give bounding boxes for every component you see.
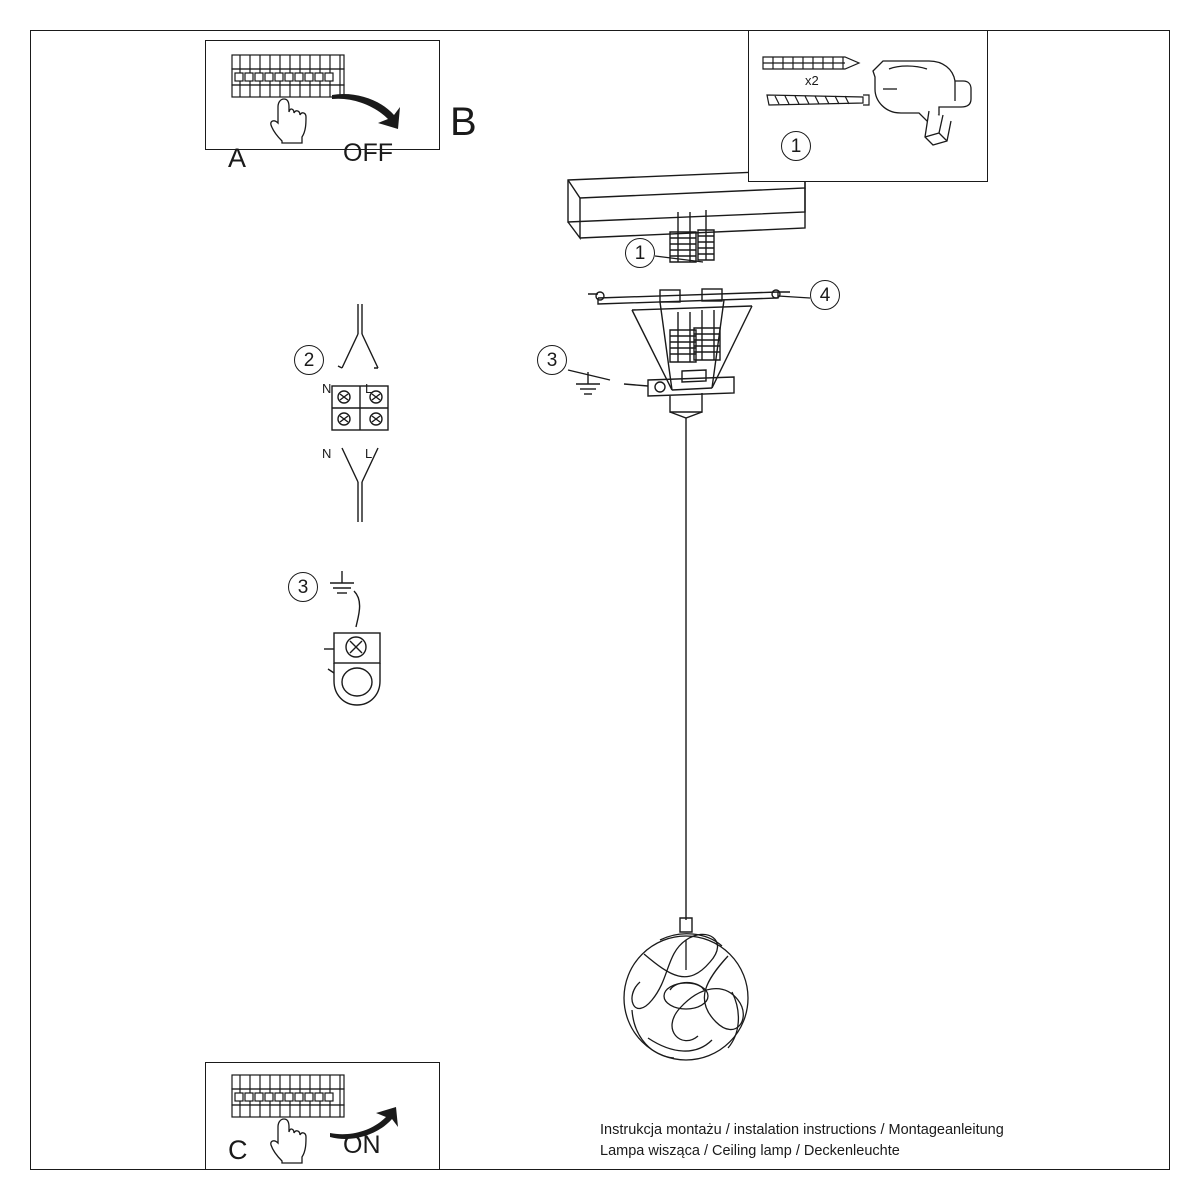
hand-pointing-icon-on: [268, 1117, 314, 1165]
callout-detail-2: 2: [294, 345, 324, 375]
panel-a-letter: A: [228, 143, 247, 173]
callout-assembly-1: 1: [625, 238, 655, 268]
cable-connector: [680, 918, 692, 932]
panel-c-state-label: ON: [343, 1131, 381, 1159]
canopy-screws: [670, 310, 720, 362]
hand-pointing-icon-off: [268, 97, 314, 145]
callout-tools-1: 1: [781, 131, 811, 161]
terminal-label-n-top: N: [322, 381, 332, 396]
callout-assembly-4: 4: [810, 280, 840, 310]
panel-a-state-label: OFF: [343, 139, 393, 167]
caption-line-2: Lampa wisząca / Ceiling lamp / Deckenleuchte: [600, 1143, 900, 1159]
leader-line-1: [655, 248, 715, 272]
callout-detail-3: 3: [288, 572, 318, 602]
terminal-label-n-bottom: N: [322, 446, 332, 461]
curved-arrow-icon-off: [328, 89, 404, 137]
callout-assembly-3: 3: [537, 345, 567, 375]
wall-plug-icon: [759, 51, 869, 75]
terminal-block-wiring-detail: [322, 300, 412, 530]
earth-clamp-detail: [320, 565, 400, 725]
pendant-lamp-assembly-drawing: [520, 150, 940, 1100]
panel-b-letter: B: [450, 100, 477, 144]
caption-line-1: Instrukcja montażu / instalation instructions / Montageanleitung: [600, 1122, 1004, 1138]
panel-tools-hardware: [748, 30, 988, 182]
earth-ground-icon-assembly: [570, 368, 606, 400]
tools-quantity-label: x2: [805, 73, 819, 88]
power-drill-icon: [867, 49, 979, 161]
mounting-bracket: [588, 289, 790, 304]
terminal-label-l-bottom: L: [365, 446, 373, 461]
caption-block: [600, 1120, 1004, 1162]
screw-icon: [763, 89, 873, 113]
panel-c-switch-on: [205, 1062, 440, 1170]
leader-line-4: [778, 292, 818, 308]
panel-a-switch-off: [205, 40, 440, 173]
lamp-shade: [624, 934, 748, 1060]
terminal-label-l-top: L: [365, 381, 373, 396]
panel-c-letter: C: [228, 1135, 248, 1165]
